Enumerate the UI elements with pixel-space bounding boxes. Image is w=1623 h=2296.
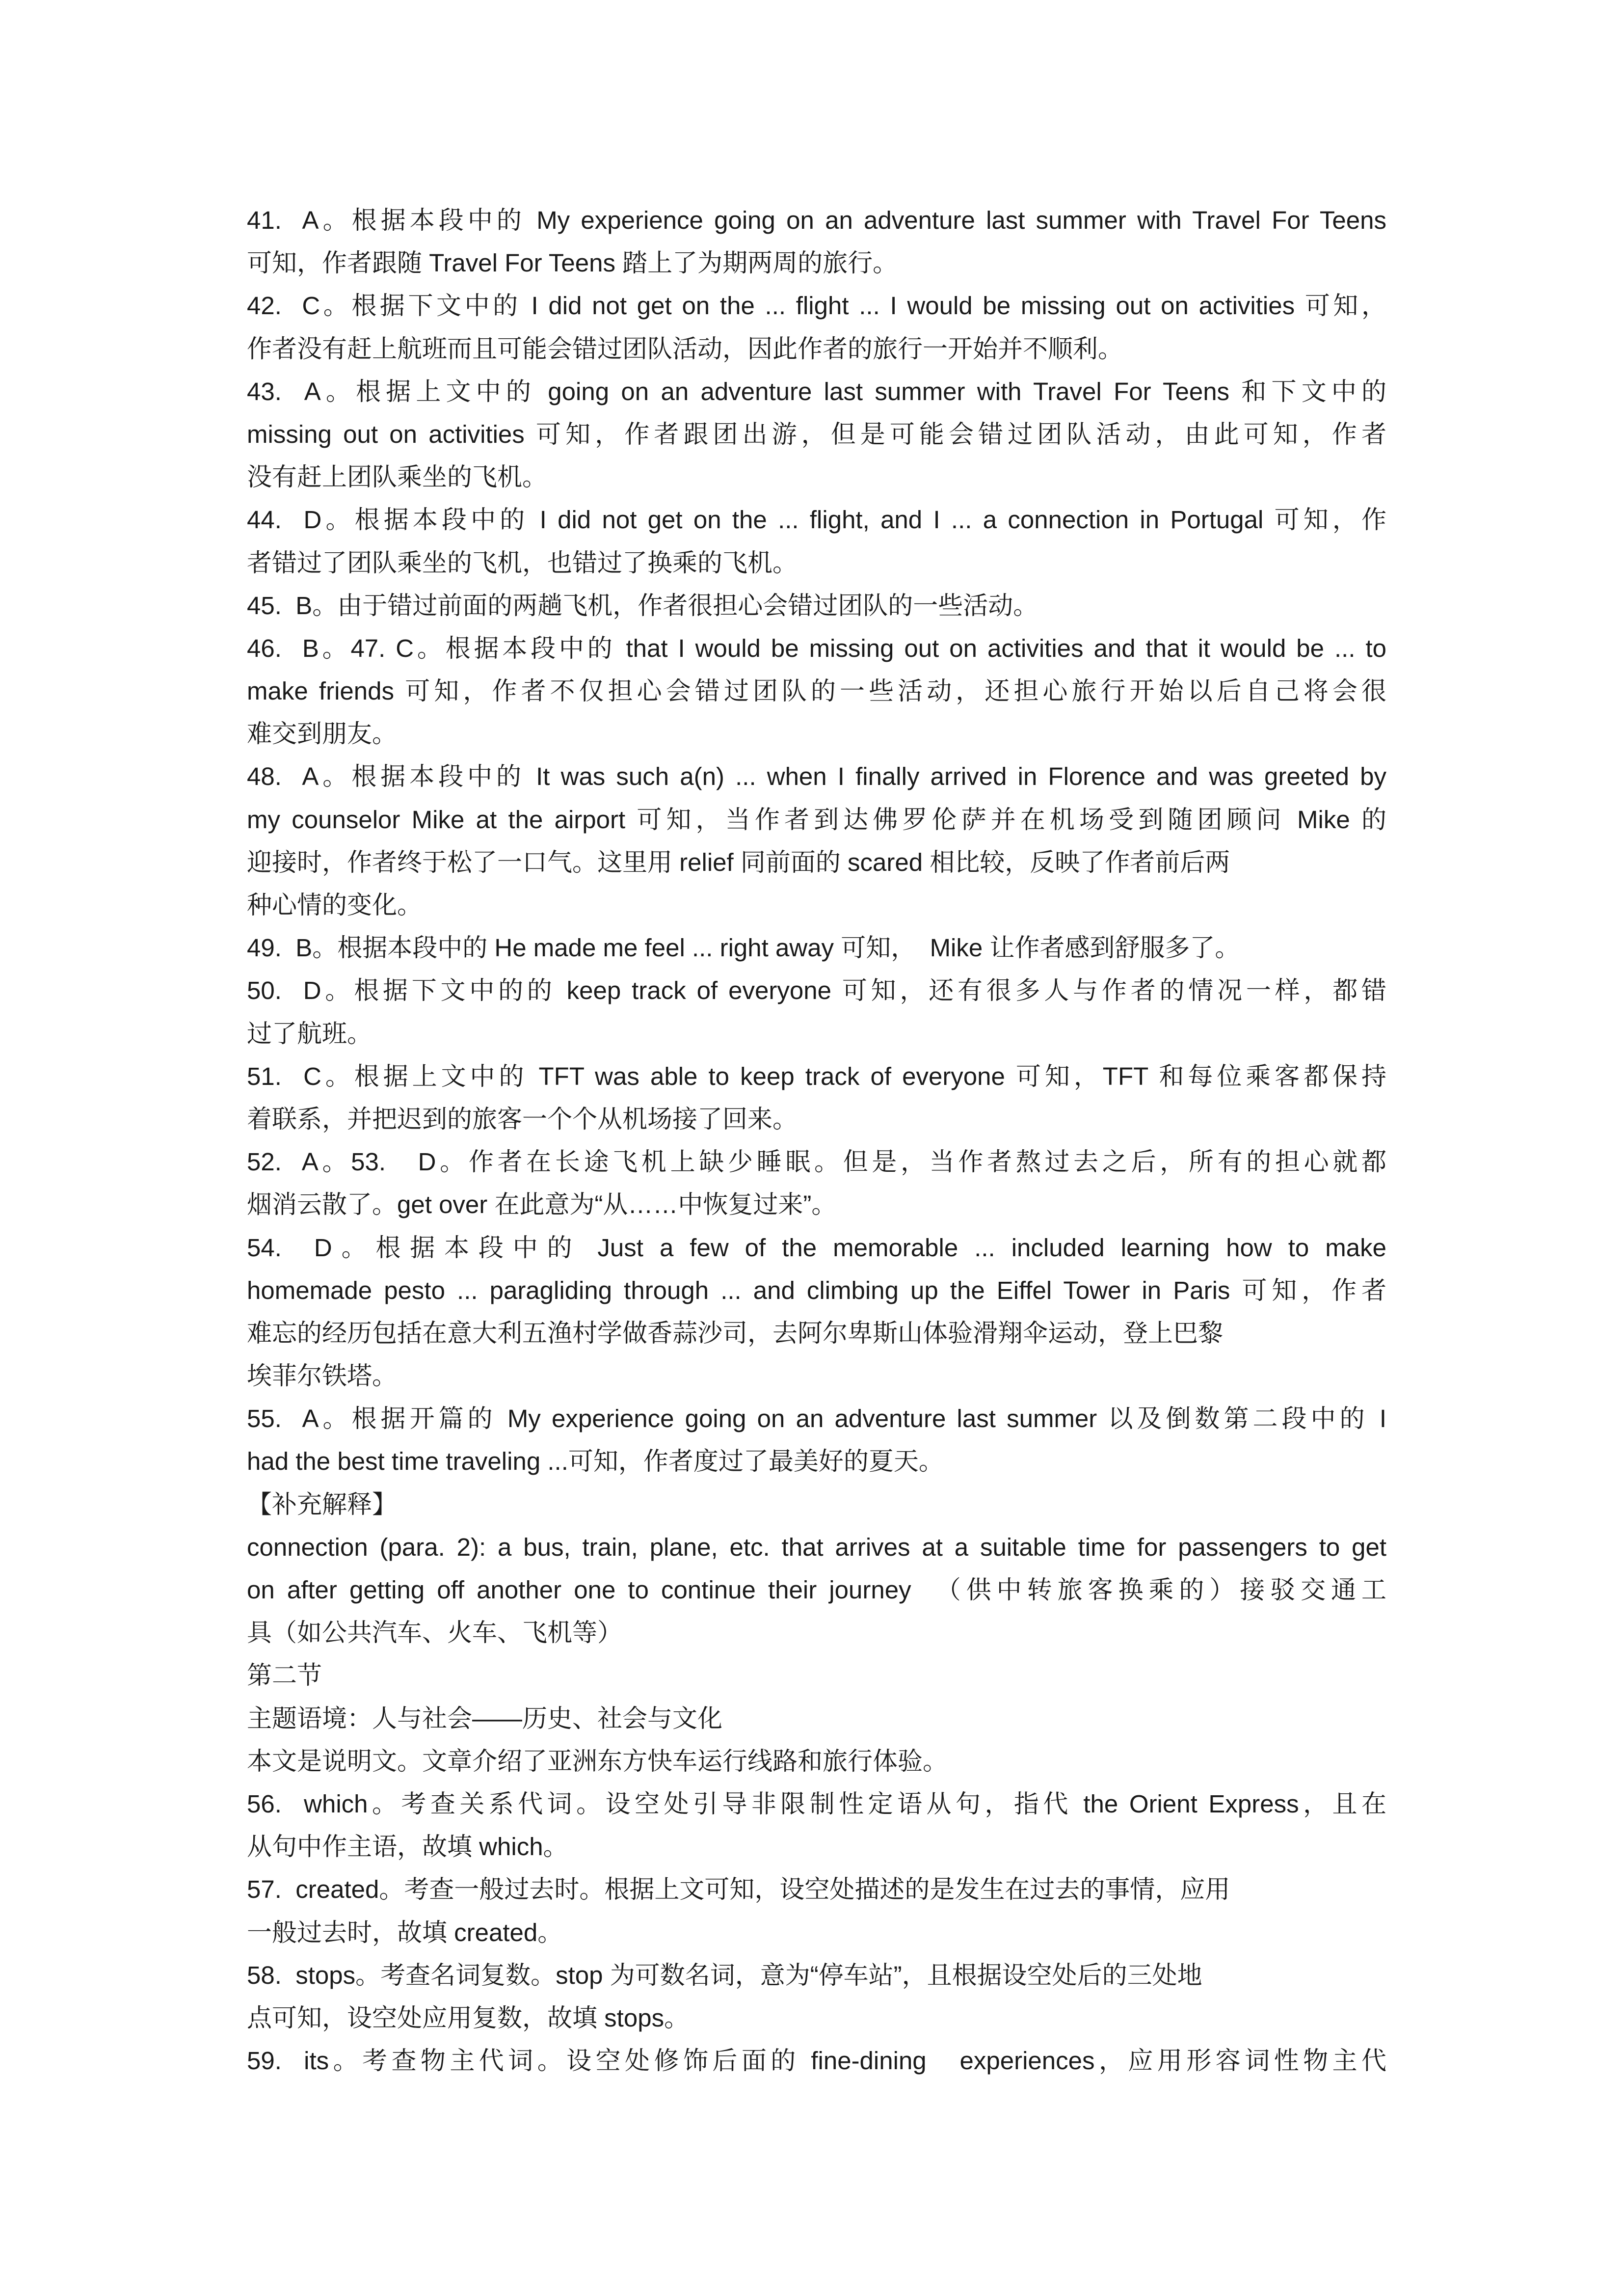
text-line: 52. A。53. D。作者在长途飞机上缺少睡眠。但是，当作者熬过去之后，所有的担心就都 — [247, 1148, 1386, 1176]
text-line: my counselor Mike at the airport 可知，当作者到达佛罗伦萨并在机场受到随团顾问 Mike 的 — [247, 805, 1386, 834]
text-line: 埃菲尔铁塔。 — [247, 1362, 398, 1390]
text-line: 没有赶上团队乘坐的飞机。 — [247, 463, 548, 491]
text-line: 49. B。根据本段中的 He made me feel ... right away 可知， Mike 让作者感到舒服多了。 — [247, 934, 1240, 962]
text-line: 烟消云散了。get over 在此意为“从……中恢复过来”。 — [247, 1190, 837, 1219]
text-line: 44. D。根据本段中的 I did not get on the ... flight, and I ... a connection in Portugal 可知，作 — [247, 506, 1386, 534]
text-line: 56. which。考查关系代词。设空处引导非限制性定语从句，指代 the Orient Express，且在 — [247, 1789, 1386, 1818]
text-line: 本文是说明文。文章介绍了亚洲东方快车运行线路和旅行体验。 — [247, 1747, 948, 1775]
text-line: 42. C。根据下文中的 I did not get on the ... flight ... I would be missing out on activities 可知， — [247, 292, 1386, 320]
text-line: 主题语境：人与社会——历史、社会与文化 — [247, 1704, 723, 1732]
text-line: 55. A。根据开篇的 My experience going on an adventure last summer 以及倒数第二段中的 I — [247, 1405, 1386, 1433]
text-line: 45. B。由于错过前面的两趟飞机，作者很担心会错过团队的一些活动。 — [247, 591, 1038, 620]
text-line: 第二节 — [247, 1661, 322, 1690]
answer-explanation-page — [247, 199, 1386, 2082]
text-line: 【补充解释】 — [247, 1490, 398, 1518]
text-line: 过了航班。 — [247, 1019, 372, 1048]
text-line: 作者没有赶上航班而且可能会错过团队活动，因此作者的旅行一开始并不顺利。 — [247, 334, 1123, 363]
text-line: 迎接时，作者终于松了一口气。这里用 relief 同前面的 scared 相比较，反映了作者前后两 — [247, 848, 1230, 876]
text-line: connection (para. 2): a bus, train, plane, etc. that arrives at a suitable time for passengers to get — [247, 1533, 1386, 1561]
text-line: 具（如公共汽车、火车、飞机等） — [247, 1619, 623, 1647]
text-line: 可知，作者跟随 Travel For Teens 踏上了为期两周的旅行。 — [247, 249, 898, 277]
text-line: 59. its。考查物主代词。设空处修饰后面的 fine-dining experiences，应用形容词性物主代 — [247, 2047, 1386, 2075]
text-line: 点可知，设空处应用复数，故填 stops。 — [247, 2003, 690, 2032]
text-line: 46. B。47. C。根据本段中的 that I would be missing out on activities and that it would be ... to — [247, 634, 1386, 662]
text-line: missing out on activities 可知，作者跟团出游，但是可能会错过团队活动，由此可知，作者 — [247, 420, 1386, 448]
text-line: had the best time traveling ...可知，作者度过了最美好的夏天。 — [247, 1447, 944, 1476]
text-line: 者错过了团队乘坐的飞机，也错过了换乘的飞机。 — [247, 548, 798, 577]
text-line: homemade pesto ... paragliding through ... and climbing up the Eiffel Tower in Paris 可知，作者 — [247, 1276, 1386, 1304]
text-line: 54. D。根据本段中的 Just a few of the memorable ... included learning how to make — [247, 1233, 1386, 1262]
text-line: 种心情的变化。 — [247, 891, 423, 919]
text-line: 难交到朋友。 — [247, 720, 398, 748]
text-line: 一般过去时，故填 created。 — [247, 1918, 563, 1946]
text-line: on after getting off another one to continue their journey （供中转旅客换乘的）接驳交通工 — [247, 1576, 1386, 1604]
text-line: make friends 可知，作者不仅担心会错过团队的一些活动，还担心旅行开始以后自己将会很 — [247, 677, 1386, 705]
text-line: 难忘的经历包括在意大利五渔村学做香蒜沙司，去阿尔卑斯山体验滑翔伞运动，登上巴黎 — [247, 1319, 1224, 1347]
text-line: 从句中作主语，故填 which。 — [247, 1833, 568, 1861]
text-line: 51. C。根据上文中的 TFT was able to keep track of everyone 可知，TFT 和每位乘客都保持 — [247, 1062, 1386, 1090]
text-line: 57. created。考查一般过去时。根据上文可知，设空处描述的是发生在过去的事情，应用 — [247, 1875, 1230, 1904]
text-line: 43. A。根据上文中的 going on an adventure last summer with Travel For Teens 和下文中的 — [247, 377, 1386, 405]
text-line: 41. A。根据本段中的 My experience going on an adventure last summer with Travel For Teens — [247, 206, 1386, 234]
text-line: 48. A。根据本段中的 It was such a(n) ... when I finally arrived in Florence and was greeted by — [247, 762, 1386, 791]
text-line: 50. D。根据下文中的的 keep track of everyone 可知，还有很多人与作者的情况一样，都错 — [247, 976, 1386, 1005]
text-line: 着联系，并把迟到的旅客一个个从机场接了回来。 — [247, 1105, 798, 1133]
text-line: 58. stops。考查名词复数。stop 为可数名词，意为“停车站”，且根据设空处后的三处地 — [247, 1961, 1202, 1989]
